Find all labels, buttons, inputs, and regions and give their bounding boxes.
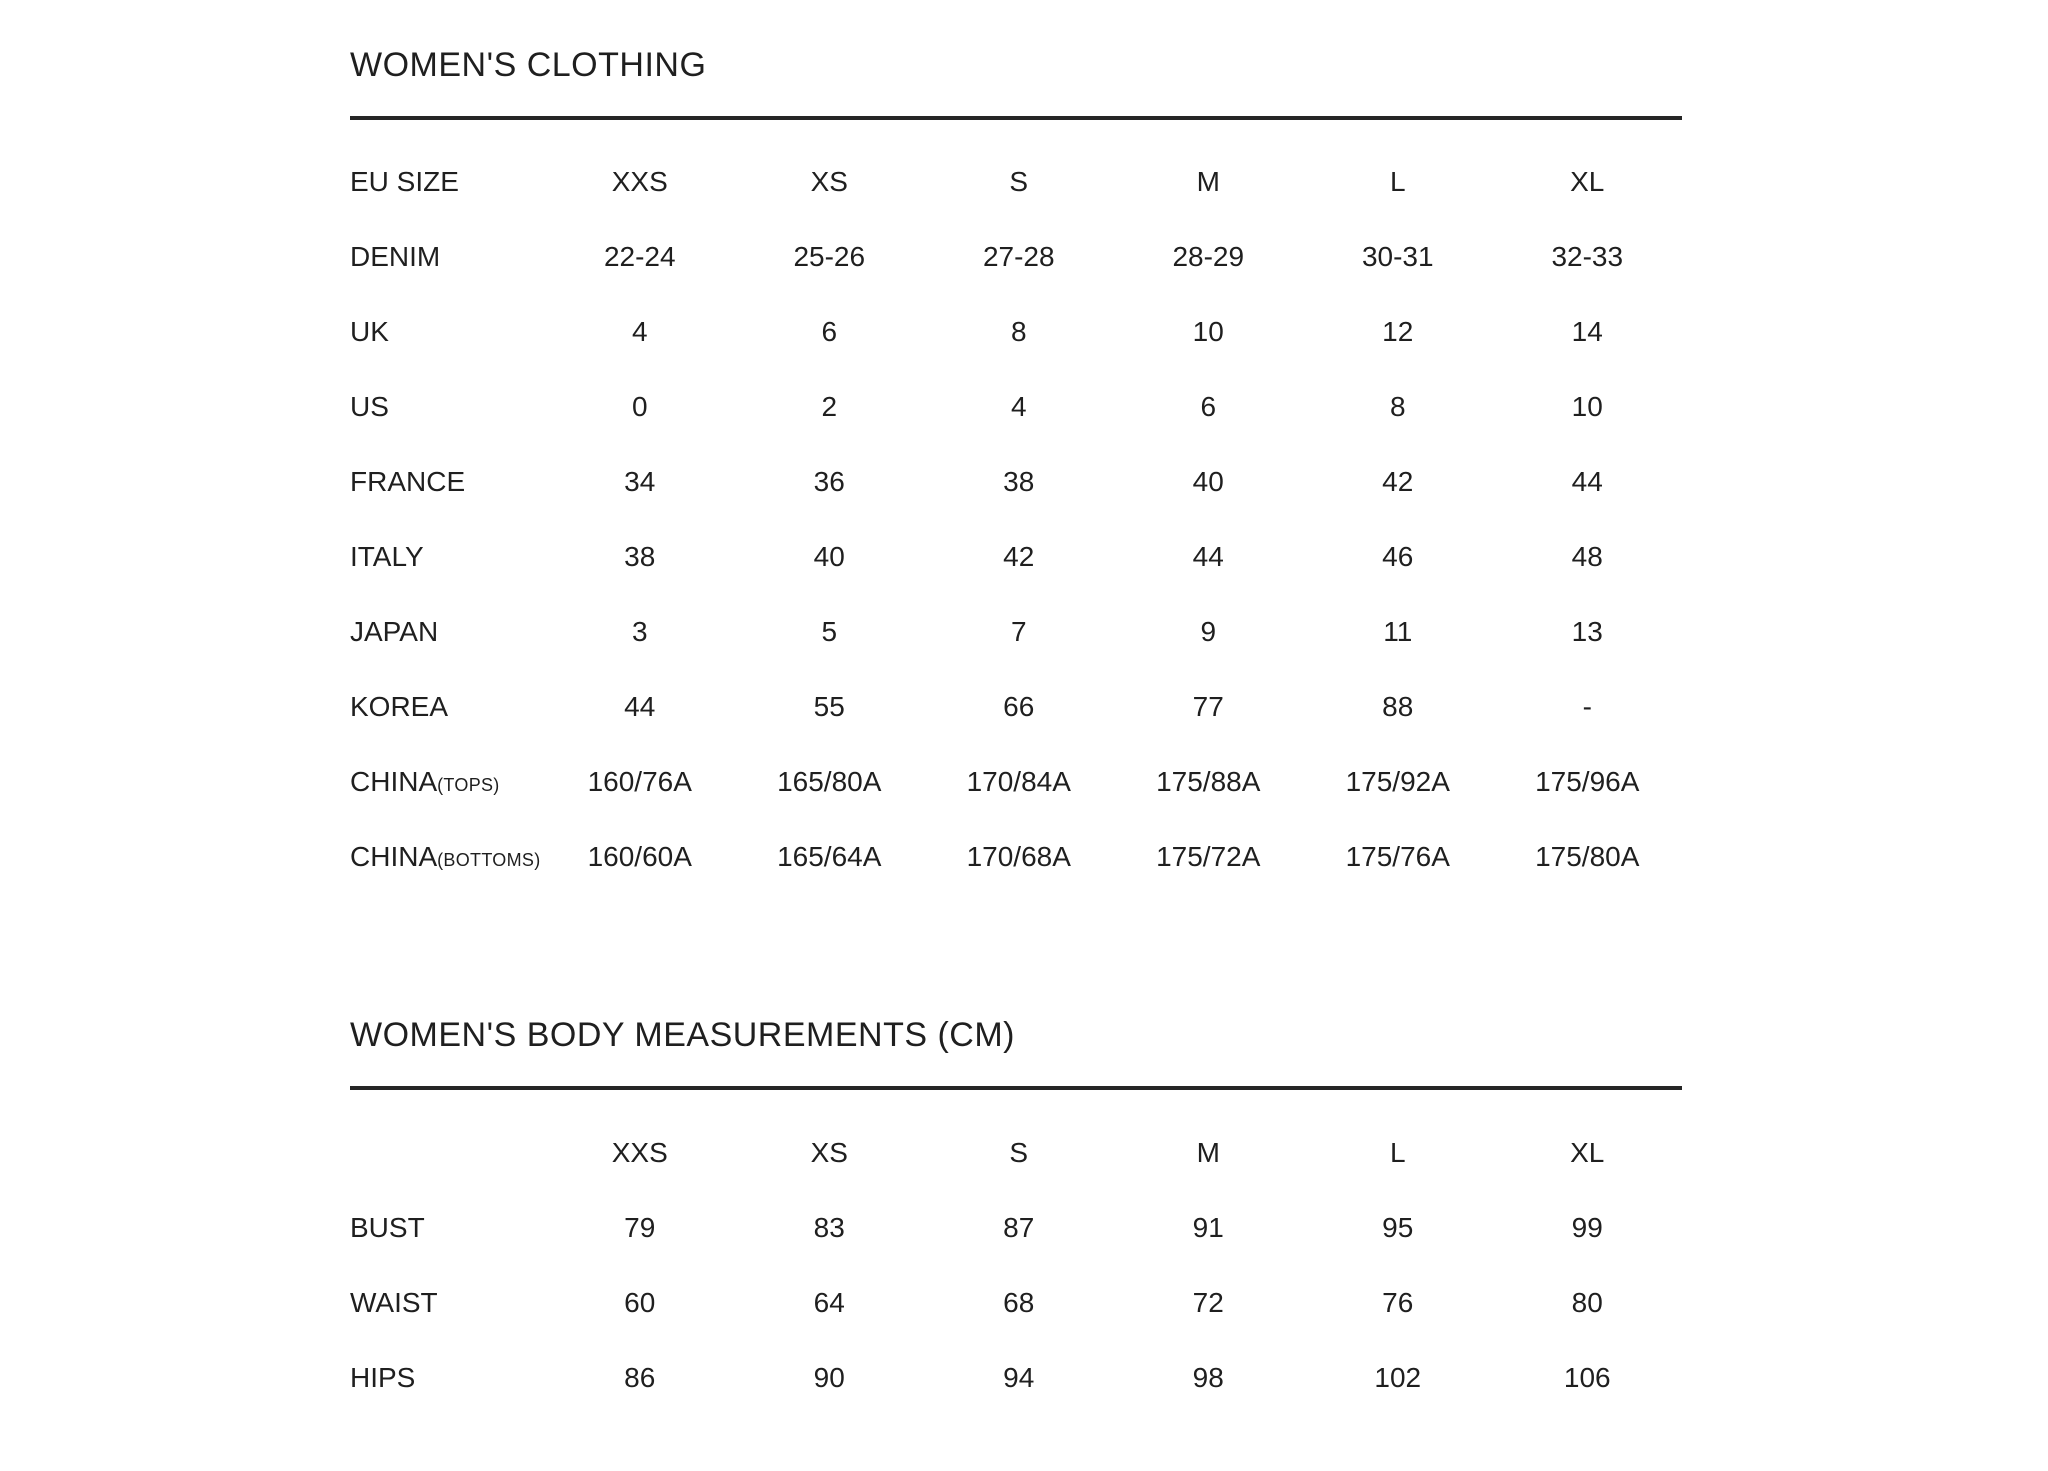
- size-value: 42: [1382, 465, 1414, 497]
- size-value: 175/72A: [1156, 840, 1261, 872]
- measurement-value: 91: [1192, 1211, 1224, 1243]
- size-value: 170/84A: [966, 765, 1071, 797]
- size-value: 38: [1003, 465, 1035, 497]
- row-label-main: CHINA: [350, 840, 438, 872]
- size-value: 160/76A: [587, 765, 692, 797]
- size-value: 12: [1382, 315, 1414, 347]
- column-header: XXS: [611, 165, 668, 197]
- table-row-italy: [350, 519, 1682, 594]
- size-value: 10: [1192, 315, 1224, 347]
- measurement-value: 102: [1374, 1361, 1422, 1393]
- size-value: 25-26: [793, 240, 866, 272]
- size-value: 11: [1383, 615, 1413, 647]
- size-value: 46: [1382, 540, 1414, 572]
- measurement-value: 76: [1382, 1286, 1414, 1318]
- table-row-us: [350, 369, 1682, 444]
- column-header: L: [1389, 1136, 1406, 1168]
- size-value: 28-29: [1172, 240, 1245, 272]
- size-value: 3: [631, 615, 648, 647]
- size-value: 40: [1192, 465, 1224, 497]
- row-label: [350, 819, 545, 894]
- size-value: 6: [1200, 390, 1217, 422]
- row-label: BUST: [350, 1211, 425, 1243]
- table-row-korea: [350, 669, 1682, 744]
- measurement-value: 79: [624, 1211, 656, 1243]
- table-row-uk: [350, 294, 1682, 369]
- column-header: S: [1009, 1136, 1029, 1168]
- size-value: 4: [1010, 390, 1027, 422]
- table-row-france: [350, 444, 1682, 519]
- size-value: 36: [813, 465, 845, 497]
- measurement-value: 86: [624, 1361, 656, 1393]
- row-label: WAIST: [350, 1286, 438, 1318]
- size-value: 6: [821, 315, 838, 347]
- measurement-value: 106: [1563, 1361, 1611, 1393]
- size-value: 44: [1192, 540, 1224, 572]
- column-header: XS: [810, 165, 848, 197]
- row-label-sub: (TOPS): [437, 774, 500, 795]
- column-header: XS: [810, 1136, 848, 1168]
- measurement-value: 99: [1571, 1211, 1603, 1243]
- size-value: 175/80A: [1535, 840, 1640, 872]
- size-value: 44: [1571, 465, 1603, 497]
- column-header: M: [1196, 165, 1220, 197]
- column-header: XL: [1570, 165, 1605, 197]
- size-value: 38: [624, 540, 656, 572]
- row-label: DENIM: [350, 240, 441, 272]
- size-value: 4: [631, 315, 648, 347]
- size-value: 175/88A: [1156, 765, 1261, 797]
- size-value: 55: [813, 690, 845, 722]
- table-row-bust: [350, 1190, 1682, 1265]
- measurement-value: 72: [1192, 1286, 1224, 1318]
- table-row-header: [350, 144, 1682, 219]
- clothing-section-title: WOMEN'S CLOTHING: [350, 46, 707, 84]
- measurement-value: 95: [1382, 1211, 1414, 1243]
- column-header: L: [1389, 165, 1406, 197]
- size-value: 5: [821, 615, 838, 647]
- size-value: 175/92A: [1345, 765, 1450, 797]
- table-row-header: [350, 1115, 1682, 1190]
- measurement-value: 60: [624, 1286, 656, 1318]
- measurements-title-divider: [350, 1086, 1682, 1090]
- size-value: 66: [1003, 690, 1035, 722]
- size-value: 165/64A: [777, 840, 882, 872]
- size-value: 0: [631, 390, 648, 422]
- row-label: KOREA: [350, 690, 449, 722]
- size-value: 175/76A: [1345, 840, 1450, 872]
- column-header: XL: [1570, 1136, 1605, 1168]
- row-label: JAPAN: [350, 615, 439, 647]
- size-value: 88: [1382, 690, 1414, 722]
- size-value: 170/68A: [966, 840, 1071, 872]
- size-value: 22-24: [603, 240, 676, 272]
- size-value: 30-31: [1361, 240, 1434, 272]
- row-label-sub: (BOTTOMS): [437, 849, 541, 870]
- size-value: 8: [1010, 315, 1027, 347]
- size-value: 9: [1200, 615, 1217, 647]
- body-measurements-table: [350, 1115, 1682, 1415]
- clothing-size-table: [350, 144, 1682, 894]
- size-value: 8: [1389, 390, 1406, 422]
- row-label: HIPS: [350, 1361, 416, 1393]
- size-value: 14: [1571, 315, 1603, 347]
- size-value: 40: [813, 540, 845, 572]
- row-label: US: [350, 390, 389, 422]
- size-value: 2: [821, 390, 838, 422]
- size-value: 42: [1003, 540, 1035, 572]
- size-value: 34: [624, 465, 656, 497]
- size-value: 32-33: [1551, 240, 1624, 272]
- table-row-china-bottoms: [350, 819, 1682, 894]
- column-header: XXS: [611, 1136, 668, 1168]
- size-value: 13: [1571, 615, 1603, 647]
- row-label: EU SIZE: [350, 165, 459, 197]
- row-label: [350, 1115, 545, 1190]
- clothing-title-divider: [350, 116, 1682, 120]
- size-value: 10: [1571, 390, 1603, 422]
- row-label-main: CHINA: [350, 765, 438, 797]
- measurement-value: 98: [1192, 1361, 1224, 1393]
- row-label: UK: [350, 315, 389, 347]
- measurement-value: 83: [813, 1211, 845, 1243]
- measurement-value: 87: [1003, 1211, 1035, 1243]
- table-row-japan: [350, 594, 1682, 669]
- size-value: 77: [1192, 690, 1224, 722]
- size-value: -: [1582, 690, 1592, 722]
- size-value: 27-28: [982, 240, 1055, 272]
- table-row-denim: [350, 219, 1682, 294]
- measurement-value: 68: [1003, 1286, 1035, 1318]
- measurement-value: 80: [1571, 1286, 1603, 1318]
- table-row-hips: [350, 1340, 1682, 1415]
- size-value: 160/60A: [587, 840, 692, 872]
- table-row-china-tops: [350, 744, 1682, 819]
- size-value: 175/96A: [1535, 765, 1640, 797]
- row-label: FRANCE: [350, 465, 466, 497]
- measurement-value: 94: [1003, 1361, 1035, 1393]
- measurement-value: 64: [813, 1286, 845, 1318]
- size-value: 7: [1010, 615, 1027, 647]
- measurements-section-title: WOMEN'S BODY MEASUREMENTS (CM): [350, 1016, 1016, 1054]
- size-value: 44: [624, 690, 656, 722]
- column-header: M: [1196, 1136, 1220, 1168]
- row-label: [350, 744, 545, 819]
- size-value: 48: [1571, 540, 1603, 572]
- row-label: ITALY: [350, 540, 424, 572]
- column-header: S: [1009, 165, 1029, 197]
- measurement-value: 90: [813, 1361, 845, 1393]
- size-value: 165/80A: [777, 765, 882, 797]
- table-row-waist: [350, 1265, 1682, 1340]
